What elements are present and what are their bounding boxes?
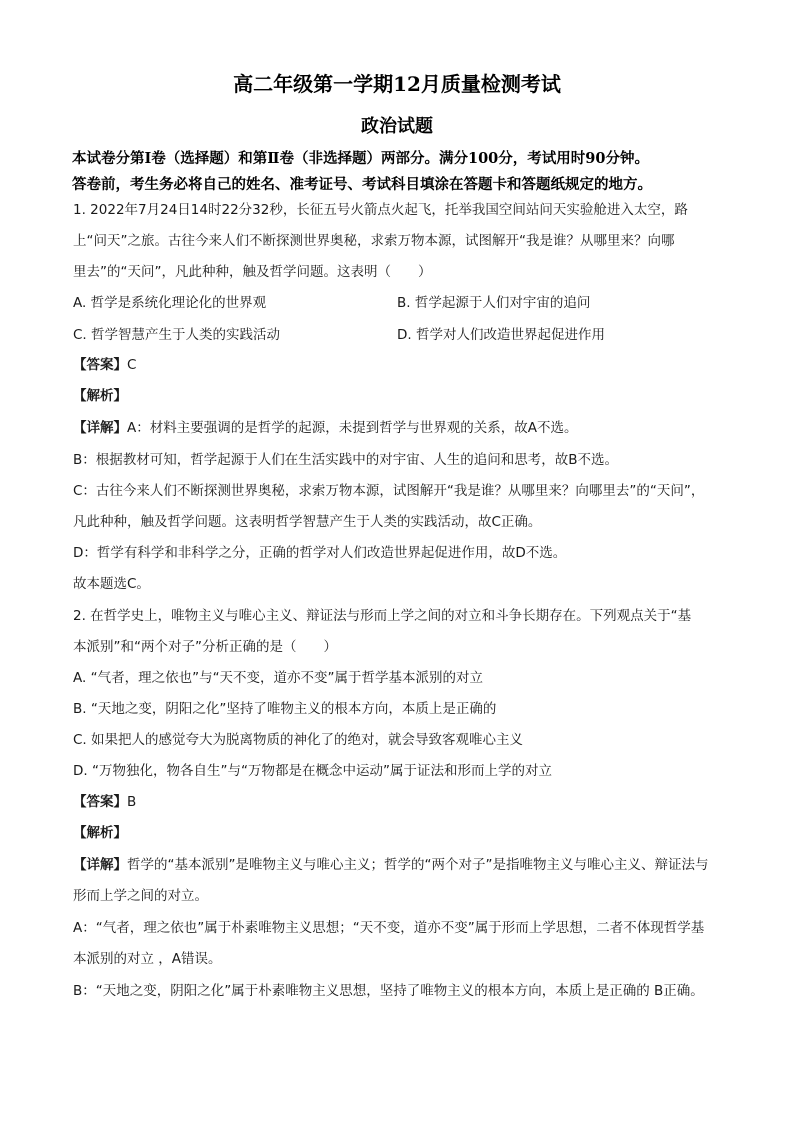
question-stem: 2. 在哲学史上，唯物主义与唯心主义、辩证法与形而上学之间的对立和斗争长期存在。下列观点关于“基 [73, 608, 692, 624]
option-c: C. 如果把人的感觉夸大为脱离物质的神化了的绝对，就会导致客观唯心主义 [73, 732, 524, 748]
detail-line: 形而上学之间的对立。 [73, 888, 208, 904]
detail-line [73, 855, 708, 875]
question-stem: 里去”的“天问”，凡此种种，触及哲学问题。这表明（ ） [73, 264, 432, 280]
option-d: D. 哲学对人们改造世界起促进作用 [397, 327, 605, 343]
analysis-tag: 【解析】 [73, 388, 127, 404]
answer-value: C [127, 357, 137, 373]
answer-line [73, 355, 136, 375]
detail-text: 哲学的“基本派别”是唯物主义与唯心主义；哲学的“两个对子”是指唯物主义与唯心主义、辩证法与 [127, 857, 709, 873]
analysis-tag: 【解析】 [73, 825, 127, 841]
detail-line: A：“气者，理之依也”属于朴素唯物主义思想；“天不变，道亦不变”属于形而上学思想，二者不体现哲学基 [73, 920, 705, 936]
detail-line [73, 418, 577, 438]
question-stem: 上“问天”之旅。古往今来人们不断探测世界奥秘，求索万物本源，试图解开“我是谁？从哪里来？向哪 [73, 233, 675, 249]
question-stem: 本派别”和“两个对子”分析正确的是（ ） [73, 639, 337, 655]
detail-text: A：材料主要强调的是哲学的起源，未提到哲学与世界观的关系，故A不选。 [127, 420, 578, 436]
answer-line [73, 792, 136, 812]
answer-tag: 【答案】 [73, 357, 127, 373]
detail-line: B：根据教材可知，哲学起源于人们在生活实践中的对宇宙、人生的追问和思考，故B不选。 [73, 452, 619, 468]
option-b: B. 哲学起源于人们对宇宙的追问 [397, 295, 591, 311]
option-c: C. 哲学智慧产生于人类的实践活动 [73, 327, 281, 343]
option-b: B. “天地之变，阴阳之化”坚持了唯物主义的根本方向，本质上是正确的 [73, 701, 497, 717]
conclusion-line: 故本题选C。 [73, 576, 150, 592]
option-d: D. “万物独化，物各自生”与“万物都是在概念中运动”属于证法和形而上学的对立 [73, 763, 552, 779]
answer-tag: 【答案】 [73, 794, 127, 810]
detail-line: B：“天地之变，阴阳之化”属于朴素唯物主义思想，坚持了唯物主义的根本方向，本质上是正确的 B正确。 [73, 983, 704, 999]
detail-line: 本派别的对立 ，A错误。 [73, 951, 222, 967]
detail-tag: 【详解】 [73, 420, 127, 436]
answer-value: B [127, 794, 137, 810]
detail-tag: 【详解】 [73, 857, 127, 873]
detail-line: C：古往今来人们不断探测世界奥秘，求索万物本源，试图解开“我是谁？从哪里来？向哪里去”的“天问”， [73, 483, 705, 499]
notice-line: 本试卷分第Ⅰ卷（选择题）和第Ⅱ卷（非选择题）两部分。满分100分，考试用时90分钟。 [72, 150, 649, 167]
detail-line: D：哲学有科学和非科学之分，正确的哲学对人们改造世界起促进作用，故D不选。 [73, 545, 567, 561]
option-a: A. “气者，理之依也”与“天不变，道亦不变”属于哲学基本派别的对立 [73, 670, 484, 686]
page-title: 高二年级第一学期12月质量检测考试 [233, 72, 561, 96]
question-stem: 1. 2022年7月24日14时22分32秒，长征五号火箭点火起飞，托举我国空间站问天实验舱进入太空，路 [73, 202, 688, 218]
page-subtitle: 政治试题 [361, 116, 433, 137]
option-a: A. 哲学是系统化理论化的世界观 [73, 295, 267, 311]
notice-line: 答卷前，考生务必将自己的姓名、准考证号、考试科目填涂在答题卡和答题纸规定的地方。 [72, 176, 652, 193]
detail-line: 凡此种种，触及哲学问题。这表明哲学智慧产生于人类的实践活动，故C正确。 [73, 514, 542, 530]
